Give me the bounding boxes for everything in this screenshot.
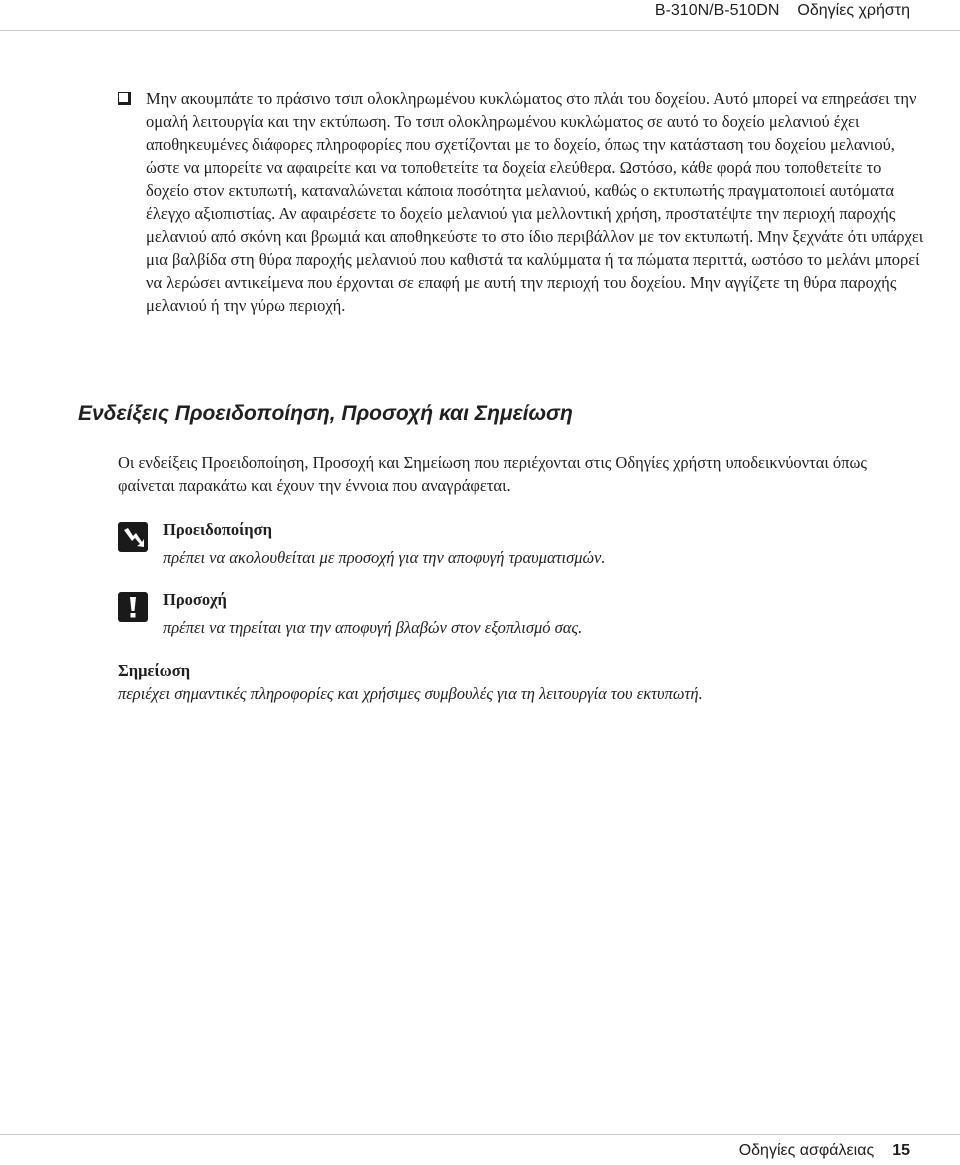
- bullet-text: Μην ακουμπάτε το πράσινο τσιπ ολοκληρωμένου κυκλώματος στο πλάι του δοχείου. Αυτό μπορεί να επηρεάσει την ομαλή λειτουργία και την εκτύπωση. Το τσιπ ολοκληρωμένου κυκλώματος σε αυτό το δοχείο μελανιού έχει αποθηκευμένες διάφορες πληροφορίες που σχετίζονται με το δοχείο, όπως την κατάσταση του δοχείου μελανιού, ώστε να μπορείτε να αφαιρείτε και να τοποθετείτε τα δοχεία ελεύθερα. Ωστόσο, κάθε φορά που τοποθετείτε το δοχείο στον εκτυπωτή, καταναλώνεται κάποια ποσότητα μελανιού, καθώς ο εκτυπωτής πραγματοποιεί αυτόματα έλεγχο αξιοπιστίας. Αν αφαιρέσετε το δοχείο μελανιού για μελλοντική χρήση, προστατέψτε την περιοχή παροχής μελανιού από σκόνη και βρωμιά και αποθηκεύστε το στο ίδιο περιβάλλον με τον εκτυπωτή. Μην ξεχνάτε ότι υπάρχει μια βαλβίδα στη θύρα παροχής μελανιού που καθιστά τα καλύμματα ή τα πώματα περιττά, ωστόσο το μελάνι μπορεί να λερώσει αντικείμενα που έρχονται σε επαφή με αυτή την περιοχή του δοχείου. Μην αγγίζετε τη θύρα παροχής μελανιού ή την γύρω περιοχή.: [146, 89, 924, 315]
- exclamation-caution-icon: [118, 592, 148, 622]
- lightning-warning-icon: [118, 522, 148, 552]
- page-number: 15: [892, 1142, 910, 1159]
- section-intro: Οι ενδείξεις Προειδοποίηση, Προσοχή και Σημείωση που περιέχονται στις Οδηγίες χρήστη υποδεικνύονται όπως φαίνεται παρακάτω και έχουν την έννοια που αναγράφεται.: [118, 453, 867, 495]
- model-name: B-310N/B-510DN: [654, 2, 780, 19]
- section-heading: Ενδείξεις Προειδοποίηση, Προσοχή και Σημείωση: [78, 402, 573, 425]
- checkbox-bullet-icon: [118, 92, 131, 105]
- caution-description: πρέπει να τηρείται για την αποφυγή βλαβών στον εξοπλισμό σας.: [163, 618, 583, 637]
- footer-rule: [0, 1134, 960, 1135]
- footer-section-name: Οδηγίες ασφάλειας: [738, 1142, 875, 1159]
- note-label: Σημείωση: [118, 661, 191, 680]
- warning-notice: [118, 518, 878, 569]
- note-description: περιέχει σημαντικές πληροφορίες και χρήσιμες συμβουλές για τη λειτουργία του εκτυπωτή.: [118, 684, 703, 703]
- bullet-item: [118, 87, 928, 317]
- running-head: [655, 2, 910, 20]
- caution-label: Προσοχή: [163, 590, 227, 609]
- page-footer: [739, 1142, 910, 1160]
- warning-label: Προειδοποίηση: [163, 520, 273, 539]
- caution-notice: [118, 588, 878, 639]
- note-notice: [118, 659, 918, 705]
- warning-description: πρέπει να ακολουθείται με προσοχή για την αποφυγή τραυματισμών.: [163, 548, 606, 567]
- guide-title: Οδηγίες χρήστη: [797, 2, 910, 19]
